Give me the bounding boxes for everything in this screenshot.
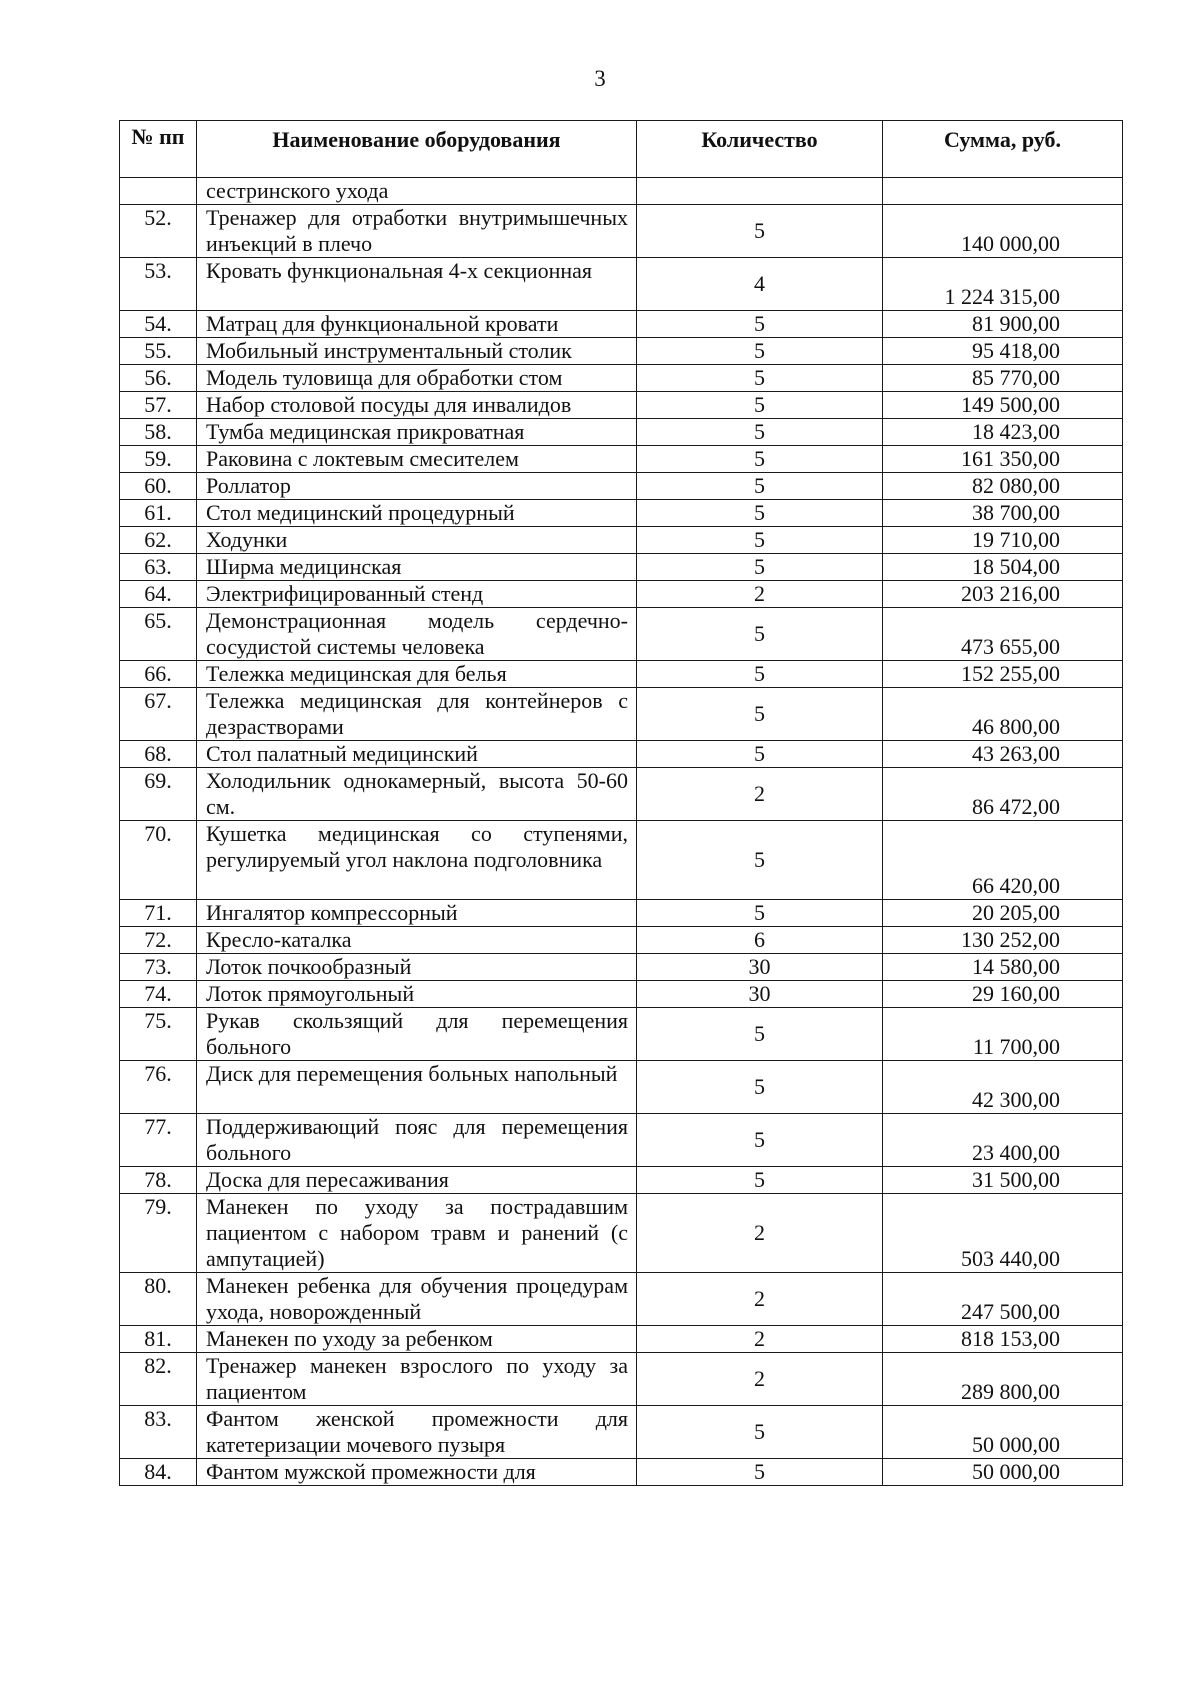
- row-sum: 503 440,00: [883, 1194, 1123, 1273]
- row-number: 52.: [120, 205, 197, 258]
- table-row: [120, 768, 1123, 821]
- row-quantity: 5: [637, 1008, 883, 1061]
- row-name: Тумба медицинская прикроватная: [197, 419, 637, 446]
- row-quantity: 5: [637, 311, 883, 338]
- row-sum: 161 350,00: [883, 446, 1123, 473]
- row-quantity: 5: [637, 821, 883, 900]
- row-number: 65.: [120, 608, 197, 661]
- table-row: [120, 1459, 1123, 1486]
- row-name: Лоток почкообразный: [197, 954, 637, 981]
- row-name: Электрифицированный стенд: [197, 581, 637, 608]
- table-row: [120, 821, 1123, 900]
- row-sum: 18 504,00: [883, 554, 1123, 581]
- row-number: 62.: [120, 527, 197, 554]
- row-number: 56.: [120, 365, 197, 392]
- table-row: [120, 661, 1123, 688]
- row-sum: 19 710,00: [883, 527, 1123, 554]
- row-name: сестринского ухода: [197, 178, 637, 205]
- row-number: 81.: [120, 1326, 197, 1353]
- table-row: [120, 311, 1123, 338]
- table-row: [120, 527, 1123, 554]
- table-row: [120, 258, 1123, 311]
- row-quantity: 30: [637, 954, 883, 981]
- table-row: [120, 927, 1123, 954]
- row-sum: 18 423,00: [883, 419, 1123, 446]
- row-number: 57.: [120, 392, 197, 419]
- row-sum: 20 205,00: [883, 900, 1123, 927]
- table-row: [120, 446, 1123, 473]
- table-row: [120, 419, 1123, 446]
- table-row: [120, 1061, 1123, 1114]
- table-row: [120, 178, 1123, 205]
- row-sum: 289 800,00: [883, 1353, 1123, 1406]
- row-name: Рукав скользящий для перемещения больного: [197, 1008, 637, 1061]
- row-name: Поддерживающий пояс для перемещения больного: [197, 1114, 637, 1167]
- table-row: [120, 205, 1123, 258]
- row-number: 82.: [120, 1353, 197, 1406]
- row-name: Стол медицинский процедурный: [197, 500, 637, 527]
- table-row: [120, 500, 1123, 527]
- row-sum: 31 500,00: [883, 1167, 1123, 1194]
- row-quantity: 2: [637, 768, 883, 821]
- table-header-row: [120, 121, 1123, 178]
- row-number: 80.: [120, 1273, 197, 1326]
- row-sum: 473 655,00: [883, 608, 1123, 661]
- row-quantity: 30: [637, 981, 883, 1008]
- table-row: [120, 1273, 1123, 1326]
- row-name: Манекен ребенка для обучения процедурам ухода, новорожденный: [197, 1273, 637, 1326]
- row-sum: 95 418,00: [883, 338, 1123, 365]
- row-number: 67.: [120, 688, 197, 741]
- row-number: [120, 178, 197, 205]
- header-name: Наименование оборудования: [197, 121, 637, 178]
- row-sum: 42 300,00: [883, 1061, 1123, 1114]
- row-sum: 818 153,00: [883, 1326, 1123, 1353]
- row-name: Кровать функциональная 4-х секционная: [197, 258, 637, 311]
- row-number: 70.: [120, 821, 197, 900]
- row-sum: 140 000,00: [883, 205, 1123, 258]
- table-row: [120, 1353, 1123, 1406]
- row-name: Раковина с локтевым смесителем: [197, 446, 637, 473]
- row-name: Лоток прямоугольный: [197, 981, 637, 1008]
- row-name: Диск для перемещения больных напольный: [197, 1061, 637, 1114]
- row-sum: 82 080,00: [883, 473, 1123, 500]
- row-quantity: 5: [637, 205, 883, 258]
- table-row: [120, 1114, 1123, 1167]
- equipment-table: [119, 120, 1123, 1486]
- row-sum: 130 252,00: [883, 927, 1123, 954]
- row-quantity: 5: [637, 365, 883, 392]
- row-quantity: 5: [637, 527, 883, 554]
- table-row: [120, 473, 1123, 500]
- row-number: 74.: [120, 981, 197, 1008]
- table-row: [120, 954, 1123, 981]
- table-row: [120, 1008, 1123, 1061]
- row-name: Матрац для функциональной кровати: [197, 311, 637, 338]
- row-sum: 203 216,00: [883, 581, 1123, 608]
- row-sum: 29 160,00: [883, 981, 1123, 1008]
- row-quantity: 5: [637, 446, 883, 473]
- row-quantity: 5: [637, 1114, 883, 1167]
- row-quantity: [637, 178, 883, 205]
- row-quantity: 5: [637, 419, 883, 446]
- row-quantity: 5: [637, 741, 883, 768]
- row-name: Ингалятор компрессорный: [197, 900, 637, 927]
- row-name: Кушетка медицинская со ступенями, регулируемый угол наклона подголовника: [197, 821, 637, 900]
- row-sum: 247 500,00: [883, 1273, 1123, 1326]
- row-name: Роллатор: [197, 473, 637, 500]
- row-quantity: 5: [637, 1406, 883, 1459]
- row-number: 73.: [120, 954, 197, 981]
- header-sum: Сумма, руб.: [883, 121, 1123, 178]
- table-row: [120, 338, 1123, 365]
- row-quantity: 5: [637, 688, 883, 741]
- row-name: Ходунки: [197, 527, 637, 554]
- row-number: 61.: [120, 500, 197, 527]
- row-name: Модель туловища для обработки стом: [197, 365, 637, 392]
- row-quantity: 2: [637, 1194, 883, 1273]
- row-sum: 66 420,00: [883, 821, 1123, 900]
- table-row: [120, 1194, 1123, 1273]
- row-name: Тренажер манекен взрослого по уходу за пациентом: [197, 1353, 637, 1406]
- row-number: 71.: [120, 900, 197, 927]
- row-quantity: 5: [637, 1459, 883, 1486]
- table-row: [120, 581, 1123, 608]
- row-sum: 1 224 315,00: [883, 258, 1123, 311]
- row-quantity: 2: [637, 1326, 883, 1353]
- row-name: Холодильник однокамерный, высота 50-60 см.: [197, 768, 637, 821]
- row-sum: 14 580,00: [883, 954, 1123, 981]
- row-name: Стол палатный медицинский: [197, 741, 637, 768]
- row-sum: 46 800,00: [883, 688, 1123, 741]
- table-row: [120, 392, 1123, 419]
- row-name: Демонстрационная модель сердечно-сосудистой системы человека: [197, 608, 637, 661]
- row-name: Фантом женской промежности для катетеризации мочевого пузыря: [197, 1406, 637, 1459]
- row-quantity: 5: [637, 1061, 883, 1114]
- row-name: Кресло-каталка: [197, 927, 637, 954]
- page-number: 3: [594, 66, 606, 91]
- row-quantity: 5: [637, 392, 883, 419]
- row-name: Мобильный инструментальный столик: [197, 338, 637, 365]
- row-number: 75.: [120, 1008, 197, 1061]
- row-sum: 50 000,00: [883, 1459, 1123, 1486]
- row-number: 84.: [120, 1459, 197, 1486]
- row-number: 69.: [120, 768, 197, 821]
- row-quantity: 6: [637, 927, 883, 954]
- row-quantity: 5: [637, 554, 883, 581]
- table-row: [120, 1167, 1123, 1194]
- row-number: 58.: [120, 419, 197, 446]
- row-number: 63.: [120, 554, 197, 581]
- row-number: 72.: [120, 927, 197, 954]
- header-qty: Количество: [637, 121, 883, 178]
- table-row: [120, 688, 1123, 741]
- row-quantity: 5: [637, 608, 883, 661]
- row-number: 53.: [120, 258, 197, 311]
- row-number: 66.: [120, 661, 197, 688]
- row-name: Набор столовой посуды для инвалидов: [197, 392, 637, 419]
- row-quantity: 5: [637, 500, 883, 527]
- row-name: Ширма медицинская: [197, 554, 637, 581]
- row-sum: 149 500,00: [883, 392, 1123, 419]
- row-quantity: 5: [637, 900, 883, 927]
- row-quantity: 5: [637, 1167, 883, 1194]
- header-num: № пп: [120, 121, 197, 178]
- row-name: Манекен по уходу за ребенком: [197, 1326, 637, 1353]
- row-name: Тележка медицинская для белья: [197, 661, 637, 688]
- row-name: Тренажер для отработки внутримышечных инъекций в плечо: [197, 205, 637, 258]
- row-number: 55.: [120, 338, 197, 365]
- row-sum: 86 472,00: [883, 768, 1123, 821]
- row-number: 64.: [120, 581, 197, 608]
- row-quantity: 2: [637, 1273, 883, 1326]
- row-sum: [883, 178, 1123, 205]
- row-number: 78.: [120, 1167, 197, 1194]
- row-name: Манекен по уходу за пострадавшим пациентом с набором травм и ранений (с ампутацией): [197, 1194, 637, 1273]
- table-row: [120, 554, 1123, 581]
- row-quantity: 5: [637, 661, 883, 688]
- row-quantity: 5: [637, 473, 883, 500]
- row-sum: 43 263,00: [883, 741, 1123, 768]
- row-sum: 11 700,00: [883, 1008, 1123, 1061]
- row-sum: 152 255,00: [883, 661, 1123, 688]
- row-sum: 81 900,00: [883, 311, 1123, 338]
- row-quantity: 4: [637, 258, 883, 311]
- row-number: 68.: [120, 741, 197, 768]
- table-row: [120, 981, 1123, 1008]
- row-name: Фантом мужской промежности для: [197, 1459, 637, 1486]
- row-sum: 23 400,00: [883, 1114, 1123, 1167]
- table-row: [120, 1406, 1123, 1459]
- table-row: [120, 1326, 1123, 1353]
- row-sum: 38 700,00: [883, 500, 1123, 527]
- row-quantity: 2: [637, 1353, 883, 1406]
- row-number: 79.: [120, 1194, 197, 1273]
- row-quantity: 5: [637, 338, 883, 365]
- table-row: [120, 608, 1123, 661]
- row-name: Тележка медицинская для контейнеров с дезрастворами: [197, 688, 637, 741]
- row-number: 77.: [120, 1114, 197, 1167]
- table-row: [120, 900, 1123, 927]
- row-number: 60.: [120, 473, 197, 500]
- row-number: 83.: [120, 1406, 197, 1459]
- table-row: [120, 365, 1123, 392]
- row-name: Доска для пересаживания: [197, 1167, 637, 1194]
- row-sum: 85 770,00: [883, 365, 1123, 392]
- row-number: 76.: [120, 1061, 197, 1114]
- row-quantity: 2: [637, 581, 883, 608]
- row-sum: 50 000,00: [883, 1406, 1123, 1459]
- table-row: [120, 741, 1123, 768]
- row-number: 54.: [120, 311, 197, 338]
- row-number: 59.: [120, 446, 197, 473]
